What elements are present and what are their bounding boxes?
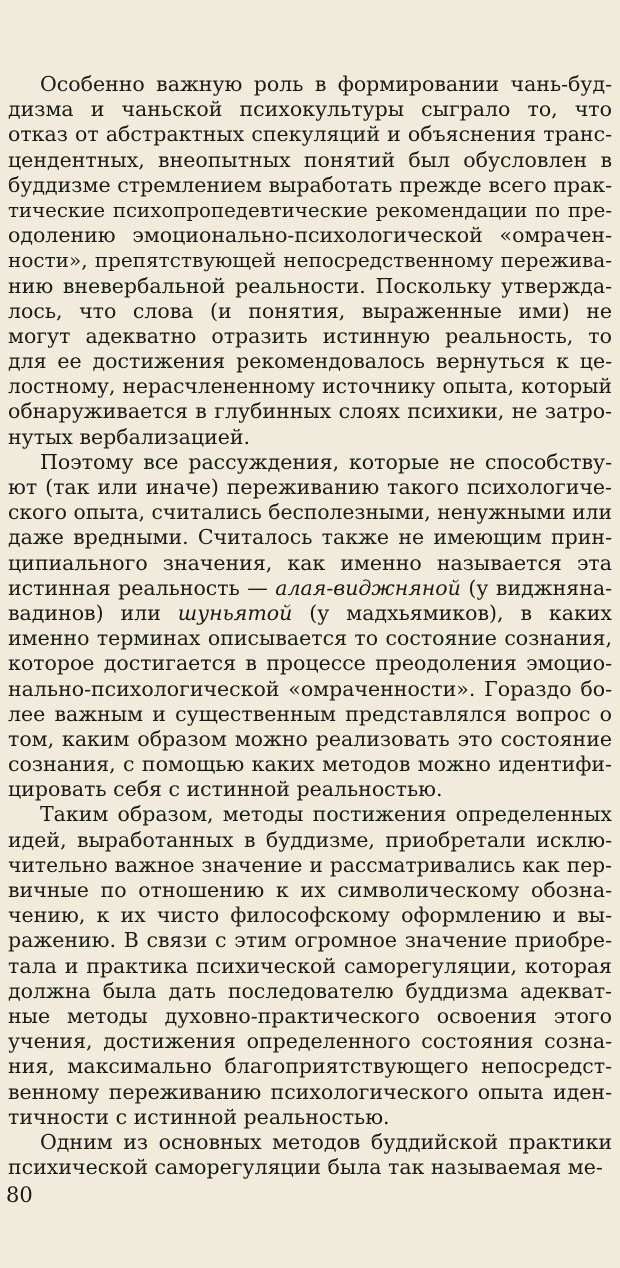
text-line: отказ от абстрактных спекуляций и объяснения транс- <box>8 122 612 147</box>
text-line: сознания, с помощью каких методов можно идентифи- <box>8 752 612 777</box>
text-line: том, каким образом можно реализовать это состояние <box>8 726 612 751</box>
text-line: венному переживанию психологического опыта иден- <box>8 1079 612 1104</box>
italic-term: шуньятой <box>177 600 293 625</box>
text-line: нутых вербализацией. <box>8 424 251 449</box>
text-line: чительно важное значение и рассматривались как пер- <box>8 852 612 877</box>
text-line: могут адекватно отразить истинную реальность, то <box>8 323 612 348</box>
text-line: Особенно важную роль в формировании чань-буд- <box>40 72 612 96</box>
text-line: которое достигается в процессе преодоления эмоцио- <box>8 651 612 676</box>
text-line: лее важным и существенным представлялся вопрос о <box>8 701 612 726</box>
text-line: тала и практика психической саморегуляции, которая <box>8 953 612 978</box>
text-line: цировать себя с истинной реальностью. <box>8 777 443 802</box>
text-line: тические психопропедевтические рекомендации по пре- <box>8 198 612 222</box>
text-line: ные методы духовно-практического освоения этого <box>8 1003 612 1028</box>
text-line: дизма и чаньской психокультуры сыграло то, что <box>8 97 612 122</box>
page-number: 80 <box>6 1183 33 1207</box>
text-line: нию вневербальной реальности. Поскольку утвержда- <box>8 273 612 298</box>
text-line: обнаруживается в глубинных слоях психики, не затро- <box>8 399 612 424</box>
paragraph <box>8 1130 612 1180</box>
text-line: даже вредными. Считалось также не имеющим прин- <box>8 525 612 550</box>
text-line: именно терминах описывается то состояние сознания, <box>8 626 612 651</box>
text-line: вадинов) или шуньятой (у мадхьямиков), в каких <box>8 600 612 625</box>
text-line: ности», препятствующей непосредственному пережива- <box>8 248 612 273</box>
body-text <box>8 72 612 1180</box>
text-line: истинная реальность — алая-виджняной (у виджняна- <box>8 575 612 600</box>
text-line: чению, к их чисто философскому оформлению и вы- <box>8 903 612 928</box>
text-line: вичные по отношению к их символическому обозна- <box>8 878 612 902</box>
paragraph <box>8 802 612 1129</box>
text-line: нально-психологической «омраченности». Гораздо бо- <box>8 676 612 701</box>
text-line: учения, достижения определенного состояния созна- <box>8 1029 612 1054</box>
text-line: одолению эмоционально-психологической «омрачен- <box>8 223 612 248</box>
text-line: Таким образом, методы постижения определенных <box>40 802 612 827</box>
text-line: ского опыта, считались бесполезными, ненужными или <box>8 500 612 525</box>
paragraph <box>8 72 612 450</box>
text-line: ципиального значения, как именно называется эта <box>8 550 612 575</box>
text-line: лостному, нерасчлененному источнику опыта, который <box>8 374 612 399</box>
text-line: должна была дать последователю буддизма адекват- <box>8 978 612 1003</box>
text-line: ния, максимально благоприятствующего непосредст- <box>8 1054 612 1079</box>
text-line: цендентных, внеопытных понятий был обусловлен в <box>8 147 612 172</box>
text-line: тичности с истинной реальностью. <box>8 1104 390 1129</box>
text-line: ют (так или иначе) переживанию такого психологиче- <box>8 475 612 499</box>
text-line: Поэтому все рассуждения, которые не способству- <box>40 449 612 474</box>
text-line: для ее достижения рекомендовалось вернуться к це- <box>8 349 612 374</box>
text-line: буддизме стремлением выработать прежде всего прак- <box>8 172 612 197</box>
text-line: идей, выработанных в буддизме, приобретали исклю- <box>8 827 612 852</box>
italic-term: алая-виджняной <box>275 575 461 600</box>
text-line: лось, что слова (и понятия, выраженные ими) не <box>8 298 612 323</box>
text-line: ражению. В связи с этим огромное значение приобре- <box>8 928 612 953</box>
text-line: Одним из основных методов буддийской практики <box>40 1129 612 1154</box>
text-line: психической саморегуляции была так называемая ме- <box>8 1155 603 1180</box>
paragraph <box>8 450 612 803</box>
